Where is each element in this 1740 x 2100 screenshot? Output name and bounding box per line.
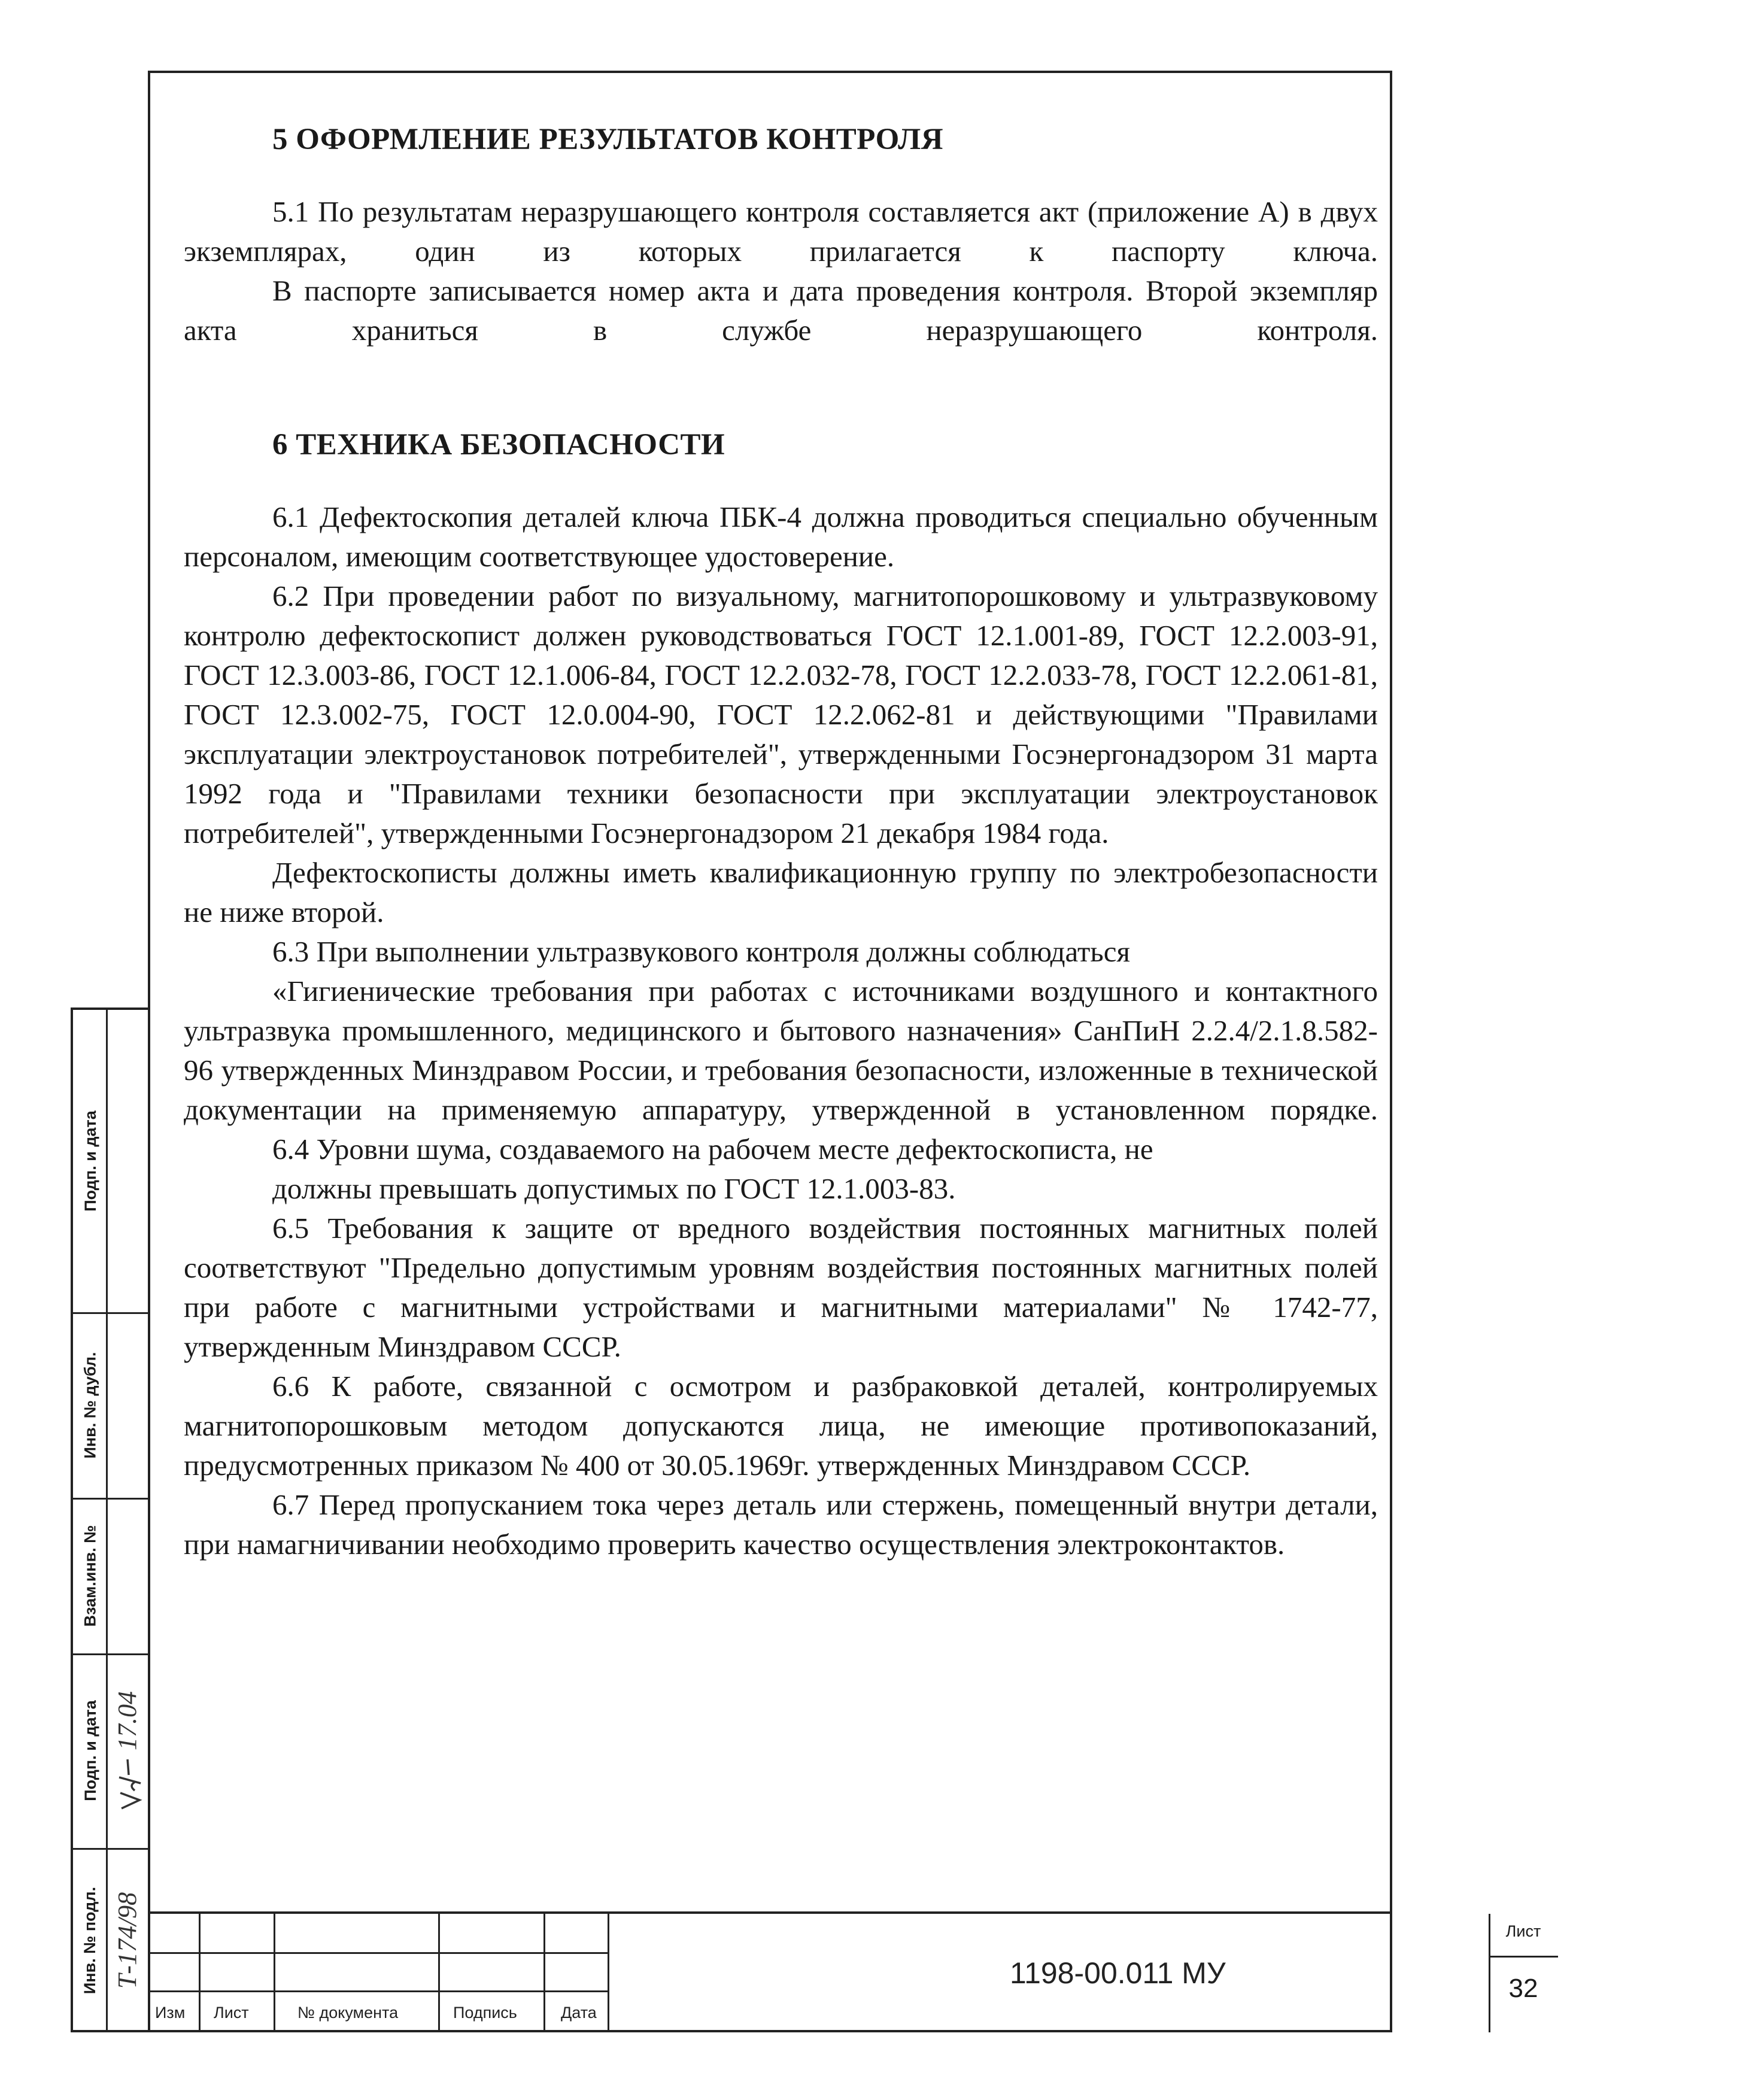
col-label-izm: Изм <box>155 2004 186 2022</box>
strip-label-podp-data-2: Подп. и дата <box>81 1700 99 1801</box>
section-5-title: 5 ОФОРМЛЕНИЕ РЕЗУЛЬТАТОВ КОНТРОЛЯ <box>272 123 944 156</box>
col-label-podpis: Подпись <box>453 2004 517 2022</box>
side-stamp-strip <box>71 1007 148 2032</box>
paragraph-6-3-lead: 6.3 При выполнении ультразвукового контроля должны соблюдаться <box>272 935 1131 968</box>
paragraph-6-5: 6.5 Требования к защите от вредного воздействия постоянных магнитных полей соответствуют "Предельно допустимым уровням воздействия постоянных магнитных полей при работе с магнитными устройствами и магнитными материалами" № 1742-77, утвержденным Минздравом СССР. <box>184 1212 1378 1363</box>
paragraph-6-6: 6.6 К работе, связанной с осмотром и разбраковкой деталей, контролируемых магнитопорошковым методом допускаются лица, не имеющие противопоказаний, предусмотренных приказом № 400 от 30.05.1969г. утвержденных Минздравом СССР. <box>184 1370 1378 1482</box>
col-label-doc-no: № документа <box>297 2004 399 2022</box>
col-label-data: Дата <box>561 2004 597 2022</box>
paragraph-5-1: 5.1 По результатам неразрушающего контроля составляется акт (приложение А) в двух экземплярах, один из которых прилагается к паспорту ключа. <box>184 195 1378 268</box>
strip-label-inv-podl: Инв. № подл. <box>81 1886 99 1994</box>
handwritten-signature-date: 17.04 <box>109 1653 146 1848</box>
paragraph-6-2-cont: Дефектоскописты должны иметь квалификационную группу по электробезопасности не ниже второй. <box>184 856 1378 928</box>
paragraph-6-3: «Гигиенические требования при работах с источниками воздушного и контактного ультразвука промышленного, медицинского и бытового назначения» СанПиН 2.2.4/2.1.8.582-96 утвержденных Минздравом России, и требования безопасности, изложенные в технической документации на применяемую аппаратуру, утвержденной в установленном порядке. <box>184 975 1378 1126</box>
paragraph-6-4: должны превышать допустимых по ГОСТ 12.1.003-83. <box>272 1172 956 1205</box>
paragraph-6-7: 6.7 Перед пропусканием тока через деталь или стержень, помещенный внутри детали, при намагничивании необходимо проверить качество осуществления электроконтактов. <box>184 1488 1378 1561</box>
title-block <box>148 1911 1541 2032</box>
signature-mark-icon <box>117 1757 143 1811</box>
paragraph-5-1-cont: В паспорте записывается номер акта и дата проведения контроля. Второй экземпляр акта храниться в службе неразрушающего контроля. <box>184 274 1378 347</box>
sheet-number: 32 <box>1508 1974 1538 2003</box>
strip-label-inv-dubl: Инв. № дубл. <box>81 1351 99 1459</box>
paragraph-6-4-lead: 6.4 Уровни шума, создаваемого на рабочем месте дефектоскописта, не <box>272 1133 1153 1166</box>
paragraph-6-1: 6.1 Дефектоскопия деталей ключа ПБК-4 должна проводиться специально обученным персоналом, имеющим соответствующее удостоверение. <box>184 500 1378 573</box>
document-body <box>184 120 1378 1564</box>
document-code: 1198-00.011 МУ <box>1010 1956 1226 1990</box>
strip-label-podp-data-1: Подп. и дата <box>81 1110 99 1212</box>
strip-label-vzam-inv: Взам.инв. № <box>81 1525 99 1626</box>
handwritten-inventory-number: Т-174/98 <box>113 1892 142 1989</box>
section-6-title: 6 ТЕХНИКА БЕЗОПАСНОСТИ <box>272 428 725 462</box>
paragraph-6-2: 6.2 При проведении работ по визуальному, магнитопорошковому и ультразвуковому контролю дефектоскопист должен руководствоваться ГОСТ 12.1.001-89, ГОСТ 12.2.003-91, ГОСТ 12.3.003-86, ГОСТ 12.1.006-84, ГОСТ 12.2.032-78, ГОСТ 12.2.033-78, ГОСТ 12.2.061-81, ГОСТ 12.3.002-75, ГОСТ 12.0.004-90, ГОСТ 12.2.062-81 и действующими "Правилами эксплуатации электроустановок потребителей", утвержденными Госэнергонадзором 31 марта 1992 года и "Правилами техники безопасности при эксплуатации электроустановок потребителей", утвержденными Госэнергонадзором 21 декабря 1984 года. <box>184 579 1378 849</box>
col-label-list: Лист <box>214 2004 249 2022</box>
sheet-label: Лист <box>1505 1922 1541 1940</box>
strip-divider <box>106 1010 108 2030</box>
